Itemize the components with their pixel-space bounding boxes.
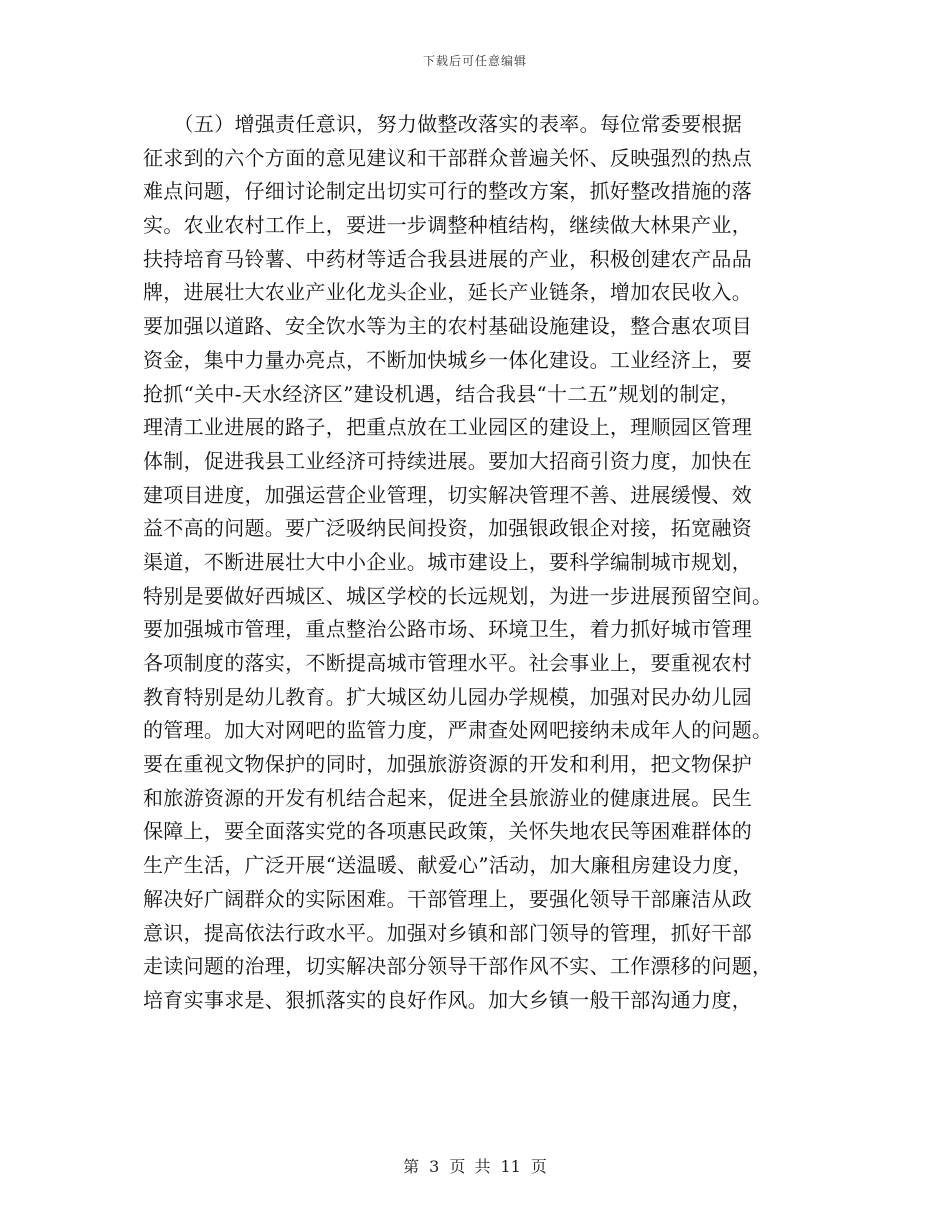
- document-body: [143, 108, 843, 1018]
- text-line: 渠道，不断进展壮大中小企业。城市建设上，要科学编制城市规划，: [143, 549, 752, 574]
- text-line: 抢抓“关中-天水经济区”建设机遇，结合我县“十二五”规划的制定，: [143, 381, 741, 406]
- text-line: 资金，集中力量办亮点，不断加快城乡一体化建设。工业经济上，要: [143, 347, 752, 372]
- page-footer: [0, 1154, 950, 1177]
- text-line: 意识，提高依法行政水平。加强对乡镇和部门领导的管理，抓好干部: [143, 920, 752, 945]
- text-line: 建项目进度，加强运营企业管理，切实解决管理不善、进展缓慢、效: [143, 482, 752, 507]
- text-line: 理清工业进展的路子，把重点放在工业园区的建设上，理顺园区管理: [143, 415, 752, 440]
- text-line: 征求到的六个方面的意见建议和干部群众普遍关怀、反映强烈的热点: [143, 145, 752, 170]
- footer-total-pages: 11: [500, 1157, 521, 1176]
- text-line: 教育特别是幼儿教育。扩大城区幼儿园办学规模，加强对民办幼儿园: [143, 684, 752, 709]
- footer-middle: 页 共: [449, 1157, 491, 1176]
- text-line: 要加强以道路、安全饮水等为主的农村基础设施建设，整合惠农项目: [143, 314, 752, 339]
- footer-page-number: 3: [429, 1157, 440, 1176]
- text-line: 解决好广阔群众的实际困难。干部管理上，要强化领导干部廉洁从政: [143, 886, 752, 911]
- text-line: 要加强城市管理，重点整治公路市场、环境卫生，着力抓好城市管理: [143, 617, 752, 642]
- text-line: 益不高的问题。要广泛吸纳民间投资，加强银政银企对接，拓宽融资: [143, 516, 752, 541]
- page-header-note: 下载后可任意编辑: [422, 54, 527, 68]
- text-line: 难点问题，仔细讨论制定出切实可行的整改方案，抓好整改措施的落: [143, 179, 752, 204]
- footer-suffix: 页: [530, 1157, 547, 1176]
- text-line: 牌，进展壮大农业产业化龙头企业，延长产业链条，增加农民收入。: [143, 280, 752, 305]
- text-line: 实。农业农村工作上，要进一步调整种植结构，继续做大林果产业，: [143, 213, 752, 238]
- text-line: 保障上，要全面落实党的各项惠民政策，关怀失地农民等困难群体的: [143, 819, 752, 844]
- text-line: 要在重视文物保护的同时，加强旅游资源的开发和利用，把文物保护: [143, 752, 752, 777]
- text-line: 特别是要做好西城区、城区学校的长远规划，为进一步进展预留空间。: [143, 583, 773, 608]
- text-line: （五）增强责任意识，努力做整改落实的表率。每位常委要根据: [143, 112, 742, 136]
- text-line: 和旅游资源的开发有机结合起来，促进全县旅游业的健康进展。民生: [143, 785, 752, 810]
- text-line: 的管理。加大对网吧的监管力度，严肃查处网吧接纳未成年人的问题。: [143, 718, 773, 743]
- text-line: 扶持培育马铃薯、中药材等适合我县进展的产业，积极创建农产品品: [143, 246, 752, 271]
- text-line: 体制，促进我县工业经济可持续进展。要加大招商引资力度，加快在: [143, 448, 752, 473]
- text-line: 生产生活，广泛开展“送温暖、献爱心”活动，加大廉租房建设力度，: [143, 853, 753, 878]
- footer-prefix: 第: [403, 1157, 420, 1176]
- text-line: 走读问题的治理，切实解决部分领导干部作风不实、工作漂移的问题，: [143, 954, 773, 979]
- text-line: 培育实事求是、狠抓落实的良好作风。加大乡镇一般干部沟通力度，: [143, 987, 752, 1012]
- text-line: 各项制度的落实，不断提高城市管理水平。社会事业上，要重视农村: [143, 651, 752, 675]
